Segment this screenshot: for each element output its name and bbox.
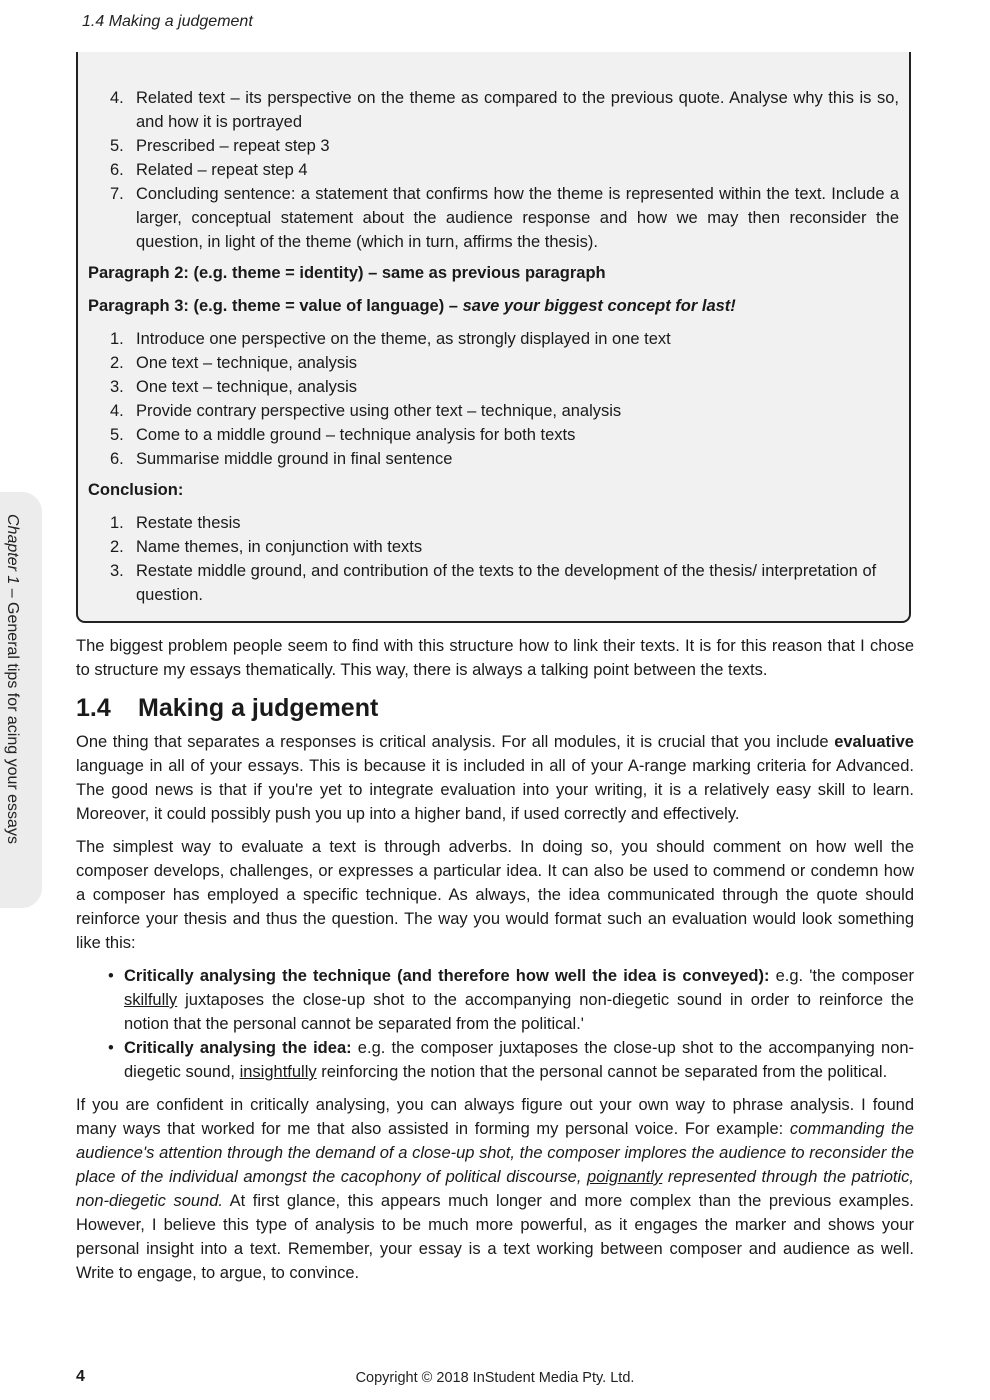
underlined-adverb: insightfully [239, 1063, 317, 1081]
paragraph3-heading-emphasis: save your biggest concept for last! [462, 297, 736, 315]
paragraph-evaluative [76, 730, 914, 826]
copyright-notice: Copyright © 2018 InStudent Media Pty. Ltd. [355, 1370, 635, 1386]
bullet-lead: Critically analysing the idea: [124, 1039, 352, 1057]
list-item [88, 134, 899, 158]
list-item [88, 399, 899, 423]
paragraph-text: One thing that separates a responses is critical analysis. For all modules, it is crucial that you include [76, 733, 835, 751]
list-number: 4. [110, 402, 124, 420]
chapter-label: Chapter 1 [4, 514, 21, 585]
conclusion-steps-list [88, 511, 899, 607]
list-text: Concluding sentence: a statement that confirms how the theme is represented within the text. Include a larger, conceptual statement about the audience response and how we may then reconsider the question, in light of the theme (which in turn, affirms the thesis). [136, 185, 899, 251]
list-text: Restate middle ground, and contribution of the texts to the development of the thesis/ interpretation of question. [136, 562, 877, 604]
list-text: One text – technique, analysis [136, 354, 358, 372]
list-item [88, 559, 899, 607]
paragraph3-heading-text: Paragraph 3: (e.g. theme = value of language) – [88, 297, 463, 315]
underlined-adverb: skilfully [124, 991, 178, 1009]
italic-example: represented through the patriotic, non-diegetic sound. [76, 1168, 914, 1210]
bullet-item [76, 964, 914, 1036]
essay-structure-box [76, 52, 911, 623]
list-item [88, 86, 899, 134]
main-content [76, 634, 914, 1294]
paragraph-text: At first glance, this appears much longer and more complex than the previous examples. However, I believe this type of analysis to be much more powerful, as it engages the marker and shows your personal insight into a text. Remember, your essay is a text working between composer and audience as well. Write to engage, to argue, to convince. [76, 1192, 914, 1282]
list-number: 2. [110, 538, 124, 556]
list-text: Name themes, in conjunction with texts [136, 538, 423, 556]
list-item [88, 511, 899, 535]
list-text: Come to a middle ground – technique analysis for both texts [136, 426, 576, 444]
list-number: 5. [110, 426, 124, 444]
paragraph-adverbs: The simplest way to evaluate a text is through adverbs. In doing so, you should comment on how well the composer develops, challenges, or expresses a particular idea. It can also be used to commend or condemn how a composer has employed a specific technique. As always, the idea communicated through the quote should reinforce your thesis and thus the question. The way you would format such an evaluation would look something like this: [76, 838, 914, 952]
list-number: 7. [110, 185, 124, 203]
chapter-title: – General tips for acing your essays [4, 584, 21, 844]
section-number: 1.4 [76, 694, 111, 722]
list-text: Summarise middle ground in final sentence [136, 450, 453, 468]
list-item [88, 423, 899, 447]
section-heading [76, 693, 914, 723]
list-number: 6. [110, 161, 124, 179]
list-item [88, 327, 899, 351]
list-text: Prescribed – repeat step 3 [136, 137, 330, 155]
section-title: Making a judgement [138, 694, 379, 722]
paragraph-personal-voice [76, 1093, 914, 1285]
list-text: Provide contrary perspective using other text – technique, analysis [136, 402, 622, 420]
bullet-text: reinforcing the notion that the personal cannot be separated from the political. [316, 1063, 888, 1081]
list-text: One text – technique, analysis [136, 378, 358, 396]
bullet-text: e.g. 'the composer [769, 967, 914, 985]
paragraph1-steps-list [88, 86, 899, 254]
paragraph3-heading [88, 294, 899, 318]
underlined-adverb: poignantly [587, 1168, 663, 1186]
list-text: Related text – its perspective on the theme as compared to the previous quote. Analyse why this is so, and how it is portrayed [136, 89, 899, 131]
bullet-icon: • [108, 1039, 114, 1057]
bullet-icon: • [108, 967, 114, 985]
list-item [88, 182, 899, 254]
conclusion-heading: Conclusion: [88, 481, 184, 499]
list-number: 1. [110, 330, 124, 348]
bullet-item [76, 1036, 914, 1084]
running-head: 1.4 Making a judgement [82, 13, 253, 30]
list-number: 1. [110, 514, 124, 532]
chapter-side-tab-label [3, 514, 21, 844]
list-item [88, 535, 899, 559]
list-number: 3. [110, 562, 124, 580]
list-item [88, 375, 899, 399]
page-number: 4 [76, 1368, 85, 1385]
list-text: Introduce one perspective on the theme, as strongly displayed in one text [136, 330, 671, 348]
example-bullet-list [76, 964, 914, 1084]
intro-paragraph: The biggest problem people seem to find with this structure how to link their texts. It is for this reason that I chose to structure my essays thematically. This way, there is always a talking point between the texts. [76, 637, 914, 679]
list-text: Related – repeat step 4 [136, 161, 308, 179]
list-number: 4. [110, 89, 124, 107]
list-number: 5. [110, 137, 124, 155]
bullet-text: e.g. the composer juxtaposes the close-up shot to the accompanying non-diegetic sound, [124, 1039, 915, 1081]
list-number: 2. [110, 354, 124, 372]
list-number: 6. [110, 450, 124, 468]
bold-term: evaluative [834, 733, 914, 751]
list-text: Restate thesis [136, 514, 241, 532]
paragraph3-steps-list [88, 327, 899, 471]
paragraph-text: If you are confident in critically analysing, you can always figure out your own way to phrase analysis. I found many ways that worked for me that also assisted in forming my personal voice. For example: [76, 1096, 914, 1138]
italic-example: commanding the audience's attention through the demand of a close-up shot, the composer implores the audience to reconsider the place of the individual amongst the cacophony of political discourse, [76, 1120, 914, 1186]
list-item [88, 351, 899, 375]
list-item [88, 447, 899, 471]
list-number: 3. [110, 378, 124, 396]
bullet-lead: Critically analysing the technique (and therefore how well the idea is conveyed): [124, 967, 770, 985]
bullet-text: juxtaposes the close-up shot to the accompanying non-diegetic sound in order to reinforce the notion that the personal cannot be separated from the political.' [124, 991, 914, 1033]
list-item [88, 158, 899, 182]
paragraph2-heading: Paragraph 2: (e.g. theme = identity) – same as previous paragraph [88, 264, 606, 282]
paragraph-text: language in all of your essays. This is because it is included in all of your A-range marking criteria for Advanced. The good news is that if you're yet to integrate evaluation into your writing, it is a relatively easy skill to learn. Moreover, it could possibly push you up into a higher band, if used correctly and effectively. [76, 757, 914, 823]
